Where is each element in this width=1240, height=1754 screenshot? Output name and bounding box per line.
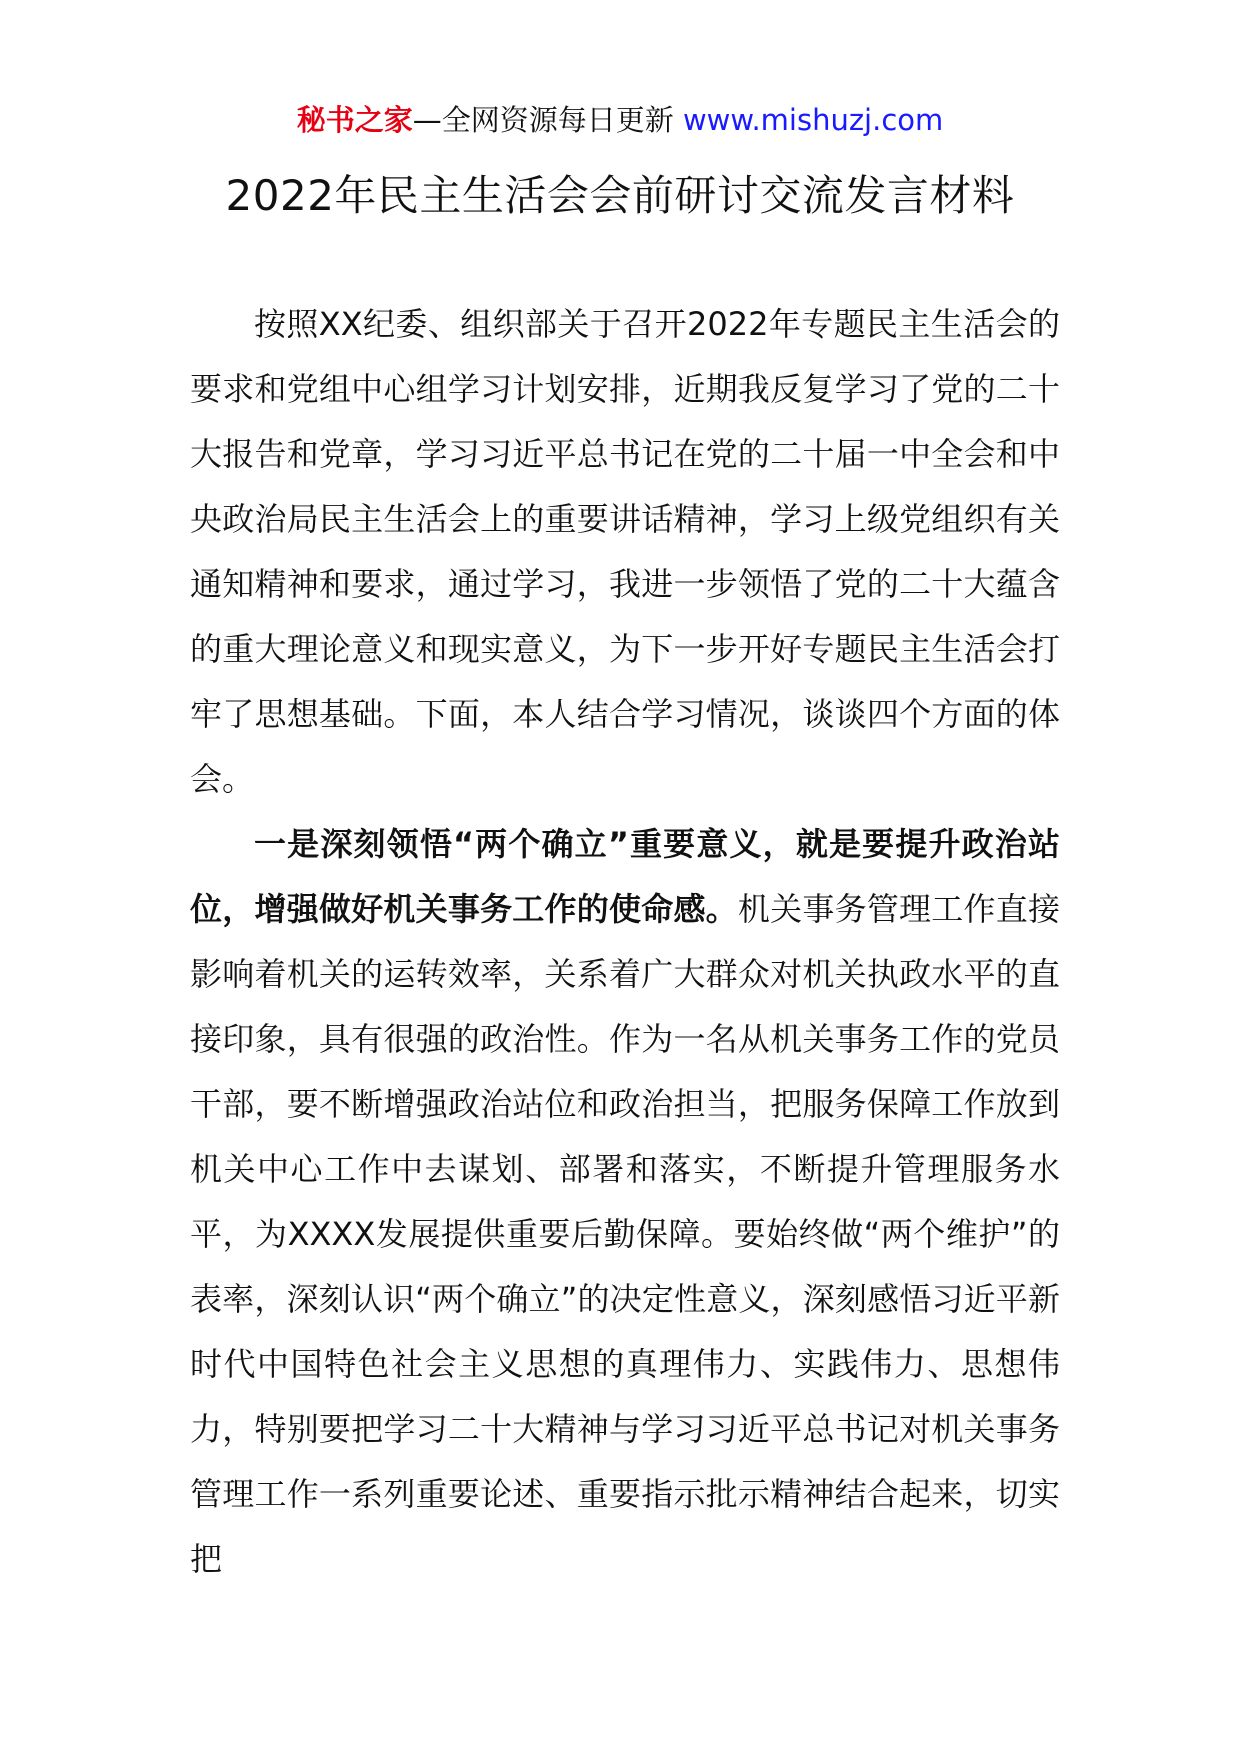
site-header: [0, 100, 1240, 140]
brand-name: 秘书之家: [296, 103, 413, 137]
header-slogan: —全网资源每日更新: [412, 103, 674, 137]
paragraph-lead: 一是深刻领悟“两个确立”重要意义，就是要提升政治站位，增强做好机关事务工作的使命感。: [190, 825, 1060, 928]
site-url-link[interactable]: www.mishuzj.com: [682, 103, 944, 137]
paragraph-text: 按照XX纪委、组织部关于召开2022年专题民主生活会的要求和党组中心组学习计划安排，近期我反复学习了党的二十大报告和党章，学习习近平总书记在党的二十届一中全会和中央政治局民主生活会上的重要讲话精神，学习上级党组织有关通知精神和要求，通过学习，我进一步领悟了党的二十大蕴含的重大理论意义和现实意义，为下一步开好专题民主生活会打牢了思想基础。下面，本人结合学习情况，谈谈四个方面的体会。: [190, 305, 1060, 798]
document-title: 2022年民主生活会会前研讨交流发言材料: [225, 171, 1015, 220]
paragraph-point-one: [190, 812, 1060, 1592]
paragraph-intro: [190, 292, 1060, 812]
document-body: [190, 292, 1060, 1592]
paragraph-text: 机关事务管理工作直接影响着机关的运转效率，关系着广大群众对机关执政水平的直接印象，具有很强的政治性。作为一名从机关事务工作的党员干部，要不断增强政治站位和政治担当，把服务保障工作放到机关中心工作中去谋划、部署和落实，不断提升管理服务水平，为XXXX发展提供重要后勤保障。要始终做“两个维护”的表率，深刻认识“两个确立”的决定性意义，深刻感悟习近平新时代中国特色社会主义思想的真理伟力、实践伟力、思想伟力，特别要把学习二十大精神与学习习近平总书记对机关事务管理工作一系列重要论述、重要指示批示精神结合起来，切实把: [190, 890, 1060, 1578]
